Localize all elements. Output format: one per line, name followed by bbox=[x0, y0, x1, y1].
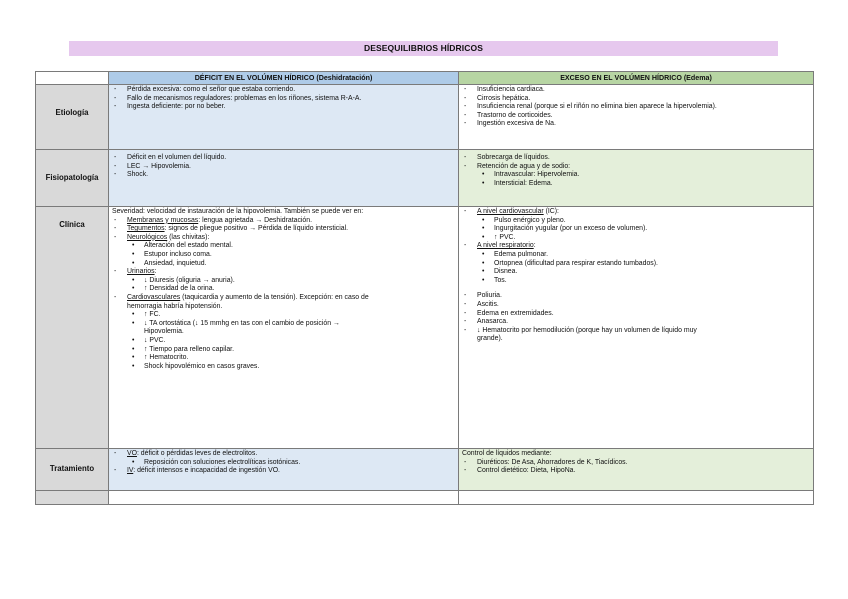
term: VO bbox=[127, 450, 137, 457]
list-item: • Tos. bbox=[462, 277, 810, 286]
list-item: • ↑ Tiempo para relleno capilar. bbox=[112, 346, 455, 355]
row-label-etiologia: Etiología bbox=[36, 85, 109, 150]
list-item: - Déficit en el volumen del líquido. bbox=[112, 154, 455, 163]
text: : déficit intensos e incapacidad de ingestión VO. bbox=[133, 467, 280, 475]
list-item: • Intravascular: Hipervolemia. bbox=[462, 171, 810, 180]
list-item: • ↓ Diuresis (oliguria → anuria). bbox=[112, 277, 455, 286]
list-item: - Anasarca. bbox=[462, 318, 810, 327]
list-item: • Alteración del estado mental. bbox=[112, 242, 455, 251]
term: Cardiovasculares bbox=[127, 293, 181, 301]
text: : bbox=[154, 268, 157, 276]
deficit-header: DÉFICIT EN EL VOLÚMEN HÍDRICO (Deshidratación) bbox=[109, 72, 459, 85]
list-item: • ↓ TA ortostática (↓ 15 mmhg en tas con el cambio de posición → bbox=[112, 320, 455, 329]
list-item: - Trastorno de corticoides. bbox=[462, 112, 810, 121]
list-item: - Insuficiencia cardiaca. bbox=[462, 86, 810, 95]
text: : lengua agrietada → Deshidratación. bbox=[198, 216, 313, 224]
list-item: • ↑ Densidad de la orina. bbox=[112, 285, 455, 294]
text: : déficit o pérdidas leves de electrolitos. bbox=[136, 450, 258, 457]
list-item bbox=[112, 225, 455, 234]
list-item: Control de líquidos mediante: bbox=[462, 450, 552, 457]
list-item: • Ansiedad, inquietud. bbox=[112, 260, 455, 269]
row-empty bbox=[36, 491, 814, 505]
text: (taquicardia y aumento de la tensión). Excepción: en caso de bbox=[180, 293, 369, 301]
term: Membranas y mucosas bbox=[127, 216, 199, 224]
list-item: - Ascitis. bbox=[462, 301, 810, 310]
fluid-imbalance-table bbox=[35, 71, 814, 505]
list-item bbox=[112, 450, 455, 459]
clinica-exceso-cell bbox=[459, 207, 814, 449]
tratamiento-deficit-cell bbox=[109, 449, 459, 491]
list-item bbox=[112, 217, 455, 226]
corner-cell bbox=[36, 72, 109, 85]
spacer bbox=[462, 285, 810, 292]
list-item: • Intersticial: Edema. bbox=[462, 180, 810, 189]
term: A nivel respiratorio bbox=[477, 242, 534, 250]
row-label-fisiopatologia: Fisiopatología bbox=[36, 150, 109, 207]
text: (IC): bbox=[543, 208, 559, 215]
row-fisiopatologia bbox=[36, 150, 814, 207]
list-item bbox=[462, 242, 810, 251]
list-item: • Shock hipovolémico en casos graves. bbox=[112, 363, 455, 372]
list-item: - Fallo de mecanismos reguladores: problemas en los riñones, sistema R-A-A. bbox=[112, 95, 455, 104]
list-item: • ↓ PVC. bbox=[112, 337, 455, 346]
list-item bbox=[112, 294, 455, 303]
row-etiologia bbox=[36, 85, 814, 150]
list-item: • ↑ FC. bbox=[112, 311, 455, 320]
list-item: • Edema pulmonar. bbox=[462, 251, 810, 260]
list-item bbox=[112, 467, 455, 476]
page-title: DESEQUILIBRIOS HÍDRICOS bbox=[69, 41, 778, 56]
empty-deficit-cell bbox=[109, 491, 459, 505]
tratamiento-exceso-cell bbox=[459, 449, 814, 491]
term: Neurológicos bbox=[127, 233, 168, 241]
list-item bbox=[462, 208, 810, 217]
list-item: • Ortopnea (dificultad para respirar estando tumbados). bbox=[462, 260, 810, 269]
text: : bbox=[533, 242, 536, 250]
list-item: - Edema en extremidades. bbox=[462, 310, 810, 319]
list-item: • Reposición con soluciones electrolíticas isotónicas. bbox=[112, 459, 455, 468]
text: (las chivitas): bbox=[167, 233, 210, 241]
list-item: • Ingurgitación yugular (por un exceso de volumen). bbox=[462, 225, 810, 234]
list-item bbox=[112, 234, 455, 243]
list-item-continuation: Hipovolemia. bbox=[144, 328, 184, 336]
list-item: - Ingesta deficiente: por no beber. bbox=[112, 103, 455, 112]
list-item: - Shock. bbox=[112, 171, 455, 180]
etiologia-deficit-cell bbox=[109, 85, 459, 150]
text: : signos de pliegue positivo → Pérdida de líquido intersticial. bbox=[164, 225, 349, 233]
term: Urinarios bbox=[127, 268, 155, 276]
list-item: - Poliuria. bbox=[462, 292, 810, 301]
exceso-header: EXCESO EN EL VOLÚMEN HÍDRICO (Edema) bbox=[459, 72, 814, 85]
row-label-tratamiento: Tratamiento bbox=[36, 449, 109, 491]
term: Tegumentos bbox=[127, 225, 165, 233]
row-tratamiento bbox=[36, 449, 814, 491]
list-item: - Control dietético: Dieta, HipoNa. bbox=[462, 467, 810, 476]
fisiopatologia-exceso-cell bbox=[459, 150, 814, 207]
header-row bbox=[36, 72, 814, 85]
fisiopatologia-deficit-cell bbox=[109, 150, 459, 207]
list-item: - Pérdida excesiva: como el señor que estaba corriendo. bbox=[112, 86, 455, 95]
empty-label-cell bbox=[36, 491, 109, 505]
term: A nivel cardiovascular bbox=[477, 208, 544, 215]
etiologia-exceso-cell bbox=[459, 85, 814, 150]
list-item: - Insuficiencia renal (porque si el riñón no elimina bien aparece la hipervolemia). bbox=[462, 103, 810, 112]
list-item-continuation: grande). bbox=[477, 335, 503, 343]
list-item: • Disnea. bbox=[462, 268, 810, 277]
list-item-continuation: hemorragia habría hipotensión. bbox=[127, 302, 223, 310]
list-item: - Diuréticos: De Asa, Ahorradores de K, Tiacídicos. bbox=[462, 459, 810, 468]
list-item: • Estupor incluso coma. bbox=[112, 251, 455, 260]
clinica-deficit-cell bbox=[109, 207, 459, 449]
list-item bbox=[112, 268, 455, 277]
row-label-clinica: Clínica bbox=[36, 207, 109, 449]
list-item: - Sobrecarga de líquidos. bbox=[462, 154, 810, 163]
row-clinica bbox=[36, 207, 814, 449]
list-item: - LEC → Hipovolemia. bbox=[112, 163, 455, 172]
list-item: - Retención de agua y de sodio: bbox=[462, 163, 810, 172]
list-item: - ↓ Hematocrito por hemodilución (porque hay un volumen de líquido muy bbox=[462, 327, 810, 336]
term: IV bbox=[127, 467, 134, 475]
list-item: - Cirrosis hepática. bbox=[462, 95, 810, 104]
list-item: • Pulso enérgico y pleno. bbox=[462, 217, 810, 226]
list-item: • ↑ PVC. bbox=[462, 234, 810, 243]
list-item: - Ingestión excesiva de Na. bbox=[462, 120, 810, 129]
empty-exceso-cell bbox=[459, 491, 814, 505]
list-item: Severidad: velocidad de instauración de la hipovolemia. También se puede ver en: bbox=[112, 208, 364, 215]
list-item: • ↑ Hematocrito. bbox=[112, 354, 455, 363]
